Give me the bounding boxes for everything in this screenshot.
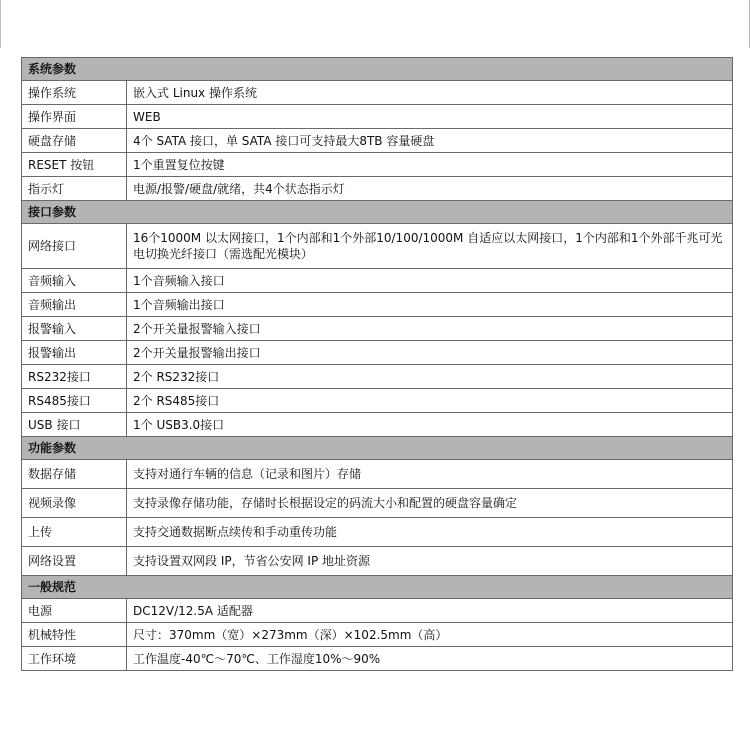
spec-row-power: [22, 599, 733, 623]
row-value: 支持设置双网段 IP，节省公安网 IP 地址资源: [127, 547, 733, 576]
row-label: RESET 按钮: [22, 153, 127, 177]
spec-row-upload: [22, 518, 733, 547]
spec-row-usb: [22, 413, 733, 437]
section-header-system: [22, 58, 733, 81]
row-value: 2个 RS485接口: [127, 389, 733, 413]
row-label: 数据存储: [22, 460, 127, 489]
row-label: 上传: [22, 518, 127, 547]
row-label: 报警输出: [22, 341, 127, 365]
spec-row-alarm-out: [22, 341, 733, 365]
row-value: 工作温度-40℃～70℃、工作湿度10%～90%: [127, 647, 733, 671]
row-label: 硬盘存储: [22, 129, 127, 153]
section-title: 一般规范: [22, 576, 733, 599]
row-value: 2个 RS232接口: [127, 365, 733, 389]
row-value: 尺寸：370mm（宽）×273mm（深）×102.5mm（高）: [127, 623, 733, 647]
row-label: 操作界面: [22, 105, 127, 129]
spec-row-reset: [22, 153, 733, 177]
section-header-interface: [22, 201, 733, 224]
row-value: WEB: [127, 105, 733, 129]
row-value: 电源/报警/硬盘/就绪，共4个状态指示灯: [127, 177, 733, 201]
row-value: 2个开关量报警输入接口: [127, 317, 733, 341]
row-value: 1个音频输入接口: [127, 269, 733, 293]
row-value: 支持录像存储功能，存储时长根据设定的码流大小和配置的硬盘容量确定: [127, 489, 733, 518]
section-title: 系统参数: [22, 58, 733, 81]
spec-table: [21, 57, 733, 671]
spec-row-network: [22, 224, 733, 269]
spec-row-audio-out: [22, 293, 733, 317]
row-value: 嵌入式 Linux 操作系统: [127, 81, 733, 105]
row-value: 支持交通数据断点续传和手动重传功能: [127, 518, 733, 547]
section-header-general: [22, 576, 733, 599]
spec-row-mechanical: [22, 623, 733, 647]
spec-row-ui: [22, 105, 733, 129]
spec-row-os: [22, 81, 733, 105]
spec-row-network-settings: [22, 547, 733, 576]
row-value: 4个 SATA 接口，单 SATA 接口可支持最大8TB 容量硬盘: [127, 129, 733, 153]
row-label: USB 接口: [22, 413, 127, 437]
row-label: 电源: [22, 599, 127, 623]
spec-row-rs232: [22, 365, 733, 389]
spec-row-storage: [22, 129, 733, 153]
page-edge-left: [0, 0, 1, 48]
row-label: 视频录像: [22, 489, 127, 518]
row-label: 机械特性: [22, 623, 127, 647]
row-label: 报警输入: [22, 317, 127, 341]
spec-row-indicator: [22, 177, 733, 201]
row-value: 1个音频输出接口: [127, 293, 733, 317]
row-value: DC12V/12.5A 适配器: [127, 599, 733, 623]
row-value: 1个重置复位按键: [127, 153, 733, 177]
row-label: 音频输出: [22, 293, 127, 317]
row-label: RS485接口: [22, 389, 127, 413]
section-header-function: [22, 437, 733, 460]
spec-row-video-record: [22, 489, 733, 518]
row-label: 指示灯: [22, 177, 127, 201]
row-label: 操作系统: [22, 81, 127, 105]
spec-row-alarm-in: [22, 317, 733, 341]
row-label: 网络设置: [22, 547, 127, 576]
spec-row-audio-in: [22, 269, 733, 293]
row-value: 支持对通行车辆的信息（记录和图片）存储: [127, 460, 733, 489]
spec-row-rs485: [22, 389, 733, 413]
row-value: 2个开关量报警输出接口: [127, 341, 733, 365]
section-title: 接口参数: [22, 201, 733, 224]
row-label: 网络接口: [22, 224, 127, 269]
row-value: 16个1000M 以太网接口，1个内部和1个外部10/100/1000M 自适应以太网接口，1个内部和1个外部千兆可光电切换光纤接口（需选配光模块）: [127, 224, 733, 269]
section-title: 功能参数: [22, 437, 733, 460]
row-label: 工作环境: [22, 647, 127, 671]
row-label: RS232接口: [22, 365, 127, 389]
spec-row-environment: [22, 647, 733, 671]
row-value: 1个 USB3.0接口: [127, 413, 733, 437]
row-label: 音频输入: [22, 269, 127, 293]
spec-row-data-storage: [22, 460, 733, 489]
